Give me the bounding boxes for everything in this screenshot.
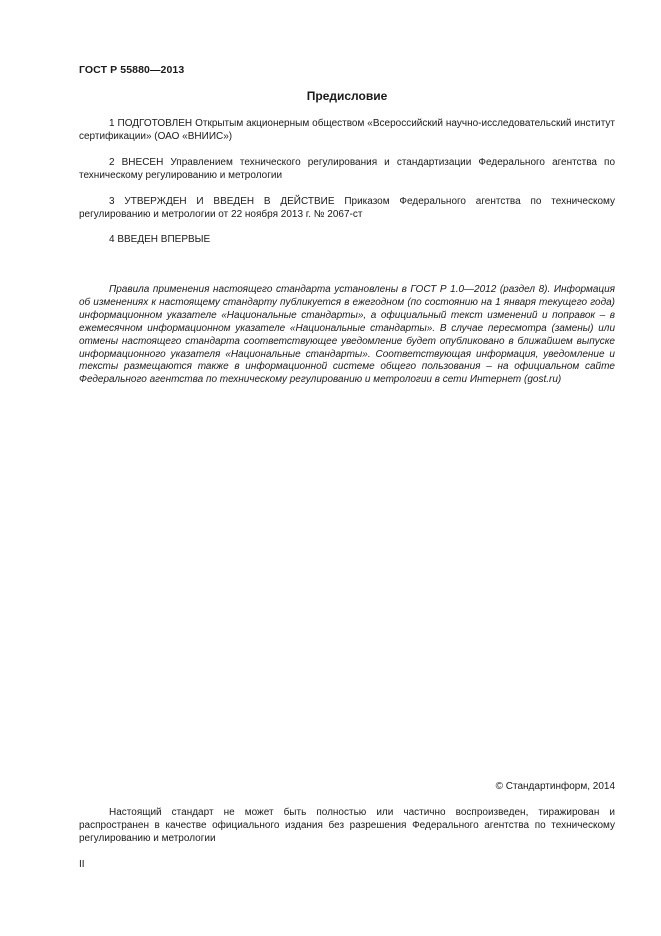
preface-item-1: 1 ПОДГОТОВЛЕН Открытым акционерным обществом «Всероссийский научно-исследовательский институт сертификации» (ОАО «ВНИИС») xyxy=(79,118,615,143)
page-number: II xyxy=(79,859,85,870)
standard-code: ГОСТ Р 55880—2013 xyxy=(79,64,185,76)
preface-item-3: 3 УТВЕРЖДЕН И ВВЕДЕН В ДЕЙСТВИЕ Приказом Федерального агентства по техническому регулированию и метрологии от 22 ноября 2013 г. № 2067-ст xyxy=(79,196,615,221)
preface-item-4: 4 ВВЕДЕН ВПЕРВЫЕ xyxy=(109,234,211,245)
preface-title: Предисловие xyxy=(306,89,388,103)
application-rules-note: Правила применения настоящего стандарта установлены в ГОСТ Р 1.0—2012 (раздел 8). Информация об изменениях к настоящему стандарту публикуется в ежегодном (по состоянию на 1 января текущего года) информационном указателе «Национальные стандарты», а официальный текст изменений и поправок – в ежемесячном информационном указателе «Национальные стандарты». В случае пересмотра (замены) или отмены настоящего стандарта соответствующее уведомление будет опубликовано в ближайшем выпуске информационного указателя «Национальные стандарты». Соответствующая информация, уведомление и тексты размещаются также в информационной системе общего пользования – на официальном сайте Федерального агентства по техническому регулированию и метрологии в сети Интернет (gost.ru) xyxy=(79,284,615,386)
preface-item-2: 2 ВНЕСЕН Управлением технического регулирования и стандартизации Федерального агентства по техническому регулированию и метрологии xyxy=(79,157,615,182)
copyright-notice: © Стандартинформ, 2014 xyxy=(495,781,615,792)
reproduction-notice: Настоящий стандарт не может быть полностью или частично воспроизведен, тиражирован и распространен в качестве официального издания без разрешения Федерального агентства по техническому регулированию и метрологии xyxy=(79,807,615,845)
